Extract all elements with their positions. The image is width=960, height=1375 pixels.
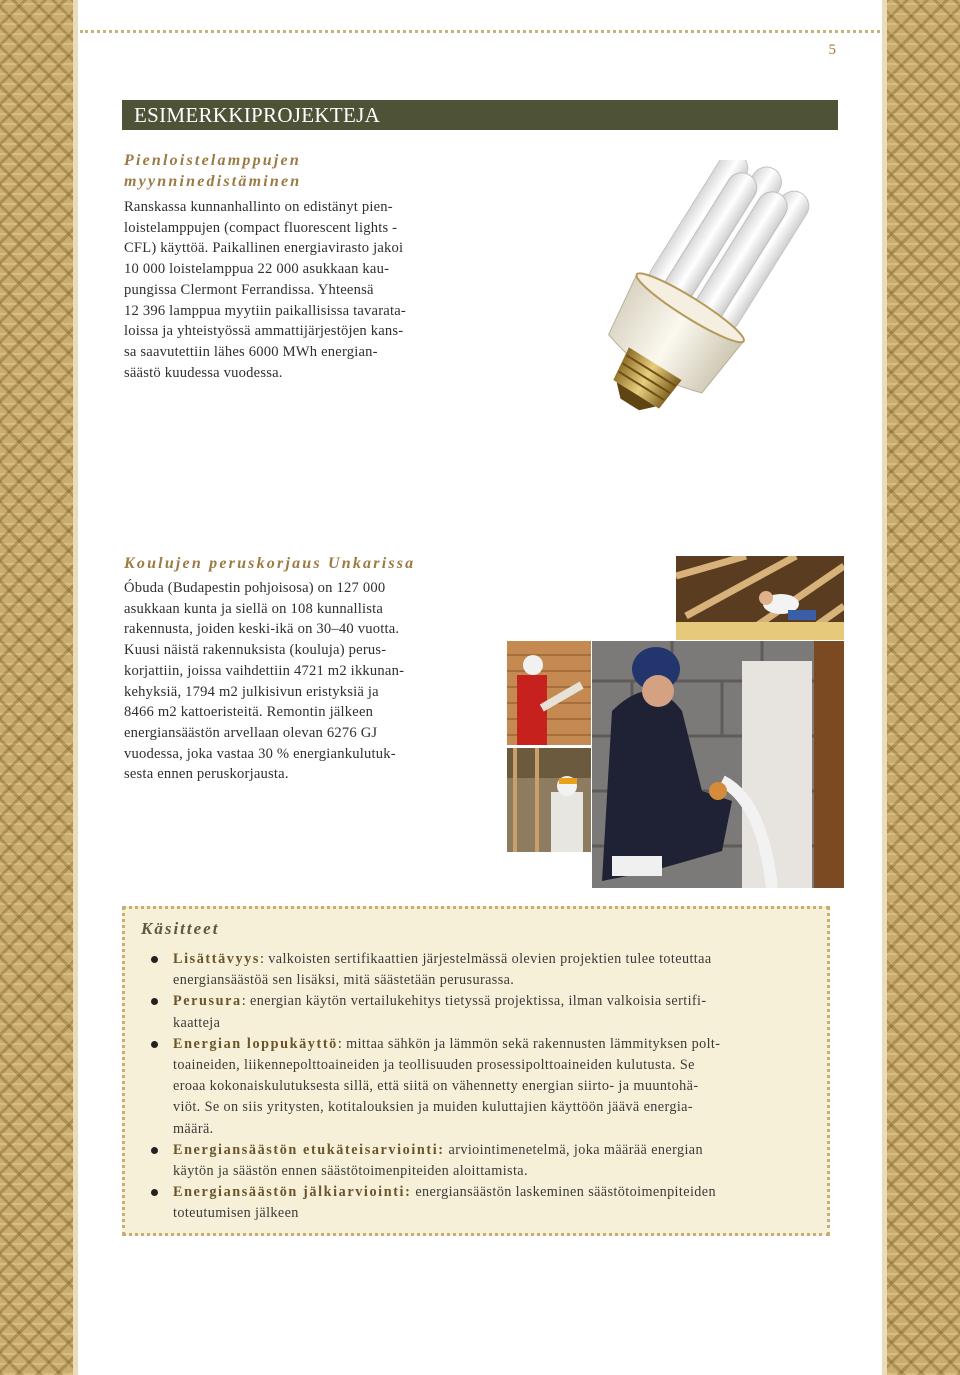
article1-heading (124, 150, 301, 192)
concept-text: kaatteja (173, 1014, 221, 1031)
article2-body (124, 578, 460, 785)
text-line: 10 000 loistelamppua 22 000 asukkaan kau- (124, 261, 390, 278)
bullet-icon (151, 998, 158, 1005)
decorative-border-right (882, 0, 960, 1375)
concept-term: Energiansäästön etukäteisarviointi: (173, 1141, 445, 1158)
list-item (143, 991, 819, 1033)
attic-insulation-photo (676, 556, 844, 640)
concept-text: : energian käytön vertailukehitys tietyssä projektissa, ilman valkoisia sertifi- (241, 993, 707, 1010)
bullet-icon (151, 1147, 158, 1154)
section-title: ESIMERKKIPROJEKTEJA (122, 100, 838, 130)
bullet-icon (151, 1189, 158, 1196)
concept-text: toteutumisen jälkeen (173, 1205, 299, 1222)
decorative-border-left (0, 0, 78, 1375)
concept-term: Perusura (173, 993, 242, 1010)
concept-text: energiansäästön laskeminen säästötoimenpiteiden (411, 1184, 716, 1201)
text-line: kehyksiä, 1794 m2 julkisivun eristyksiä ja (124, 683, 379, 700)
concept-text: käytön ja säästön ennen säästötoimenpiteiden aloittamista. (173, 1163, 528, 1180)
concept-text: : valkoisten sertifikaattien järjestelmässä olevien projektien tulee toteuttaa (259, 951, 712, 967)
article1-body (124, 197, 460, 383)
list-item (143, 1182, 819, 1224)
concepts-box (122, 906, 830, 1236)
worker-red-suit-photo (507, 641, 591, 745)
bullet-icon (151, 956, 158, 963)
text-line: Kuusi näistä rakennuksista (kouluja) perus- (124, 642, 387, 659)
article2-heading: Koulujen peruskorjaus Unkarissa (124, 555, 416, 572)
text-line: korjattiin, joissa vaihdettiin 4721 m2 ikkunan- (124, 662, 405, 679)
text-line: Ranskassa kunnanhallinto on edistänyt pien- (124, 199, 393, 215)
list-item (143, 1140, 819, 1182)
concept-text: toaineiden, liikennepolttoaineiden ja teollisuuden prosessipolttoaineiden kulutusta. Se (173, 1057, 695, 1074)
text-line: CFL) käyttöä. Paikallinen energiavirasto jakoi (124, 240, 404, 257)
text-line: loissa ja yhteistyössä ammattijärjestöjen kans- (124, 323, 404, 340)
concepts-list (143, 949, 819, 1225)
article1-heading-line1: Pienloistelamppujen (124, 152, 301, 169)
text-line: sa saavutettiin lähes 6000 MWh energian- (124, 343, 378, 360)
page-number: 5 (828, 42, 836, 58)
article1-heading-line2: myynninedistäminen (124, 173, 302, 190)
concept-term: Energian loppukäyttö (173, 1035, 338, 1052)
text-line: sesta ennen peruskorjausta. (124, 766, 289, 783)
text-line: 8466 m2 kattoeristeitä. Remontin jälkeen (124, 704, 374, 721)
concept-term: Energiansäästön jälkiarviointi: (173, 1184, 412, 1201)
concepts-title: Käsitteet (141, 919, 220, 938)
bullet-icon (151, 1041, 158, 1048)
worker-spray-photo (507, 748, 591, 852)
text-line: vuodessa, joka vastaa 30 % energiankulutuk- (124, 745, 396, 762)
text-line: säästö kuudessa vuodessa. (124, 364, 283, 381)
concept-text: : mittaa sähkön ja lämmön sekä rakennusten lämmityksen polt- (337, 1035, 721, 1052)
concept-text: eroaa kokonaiskulutuksesta sillä, että siitä on vähennetty energian siirto- ja muuntohä- (173, 1078, 699, 1095)
text-line: Óbuda (Budapestin pohjoisosa) on 127 000 (124, 580, 386, 596)
concept-text: energiansäästöä sen lisäksi, mitä säästetään perusurassa. (173, 972, 515, 989)
worker-wall-photo (592, 641, 844, 888)
concept-text: määrä. (173, 1120, 214, 1137)
list-item (143, 949, 819, 991)
text-line: pungissa Clermont Ferrandissa. Yhteensä (124, 281, 374, 298)
text-line: loistelamppujen (compact fluorescent lights - (124, 219, 398, 236)
concept-text: arviointimenetelmä, joka määrää energian (444, 1141, 703, 1158)
top-dotted-rule (80, 30, 880, 33)
text-line: rakennusta, joiden keski-ikä on 30–40 vuotta. (124, 621, 400, 638)
text-line: energiansäästön arvellaan olevan 6276 GJ (124, 724, 378, 741)
text-line: asukkaan kunta ja siellä on 108 kunnallista (124, 600, 384, 617)
concept-term: Lisättävyys (173, 951, 260, 967)
list-item (143, 1034, 819, 1140)
cfl-bulb-image (540, 160, 810, 470)
concept-text: viöt. Se on siis yritysten, kotitalouksien ja muiden kuluttajien käyttöön jäävä energia- (173, 1099, 693, 1116)
text-line: 12 396 lamppua myytiin paikallisissa tavarata- (124, 302, 406, 319)
